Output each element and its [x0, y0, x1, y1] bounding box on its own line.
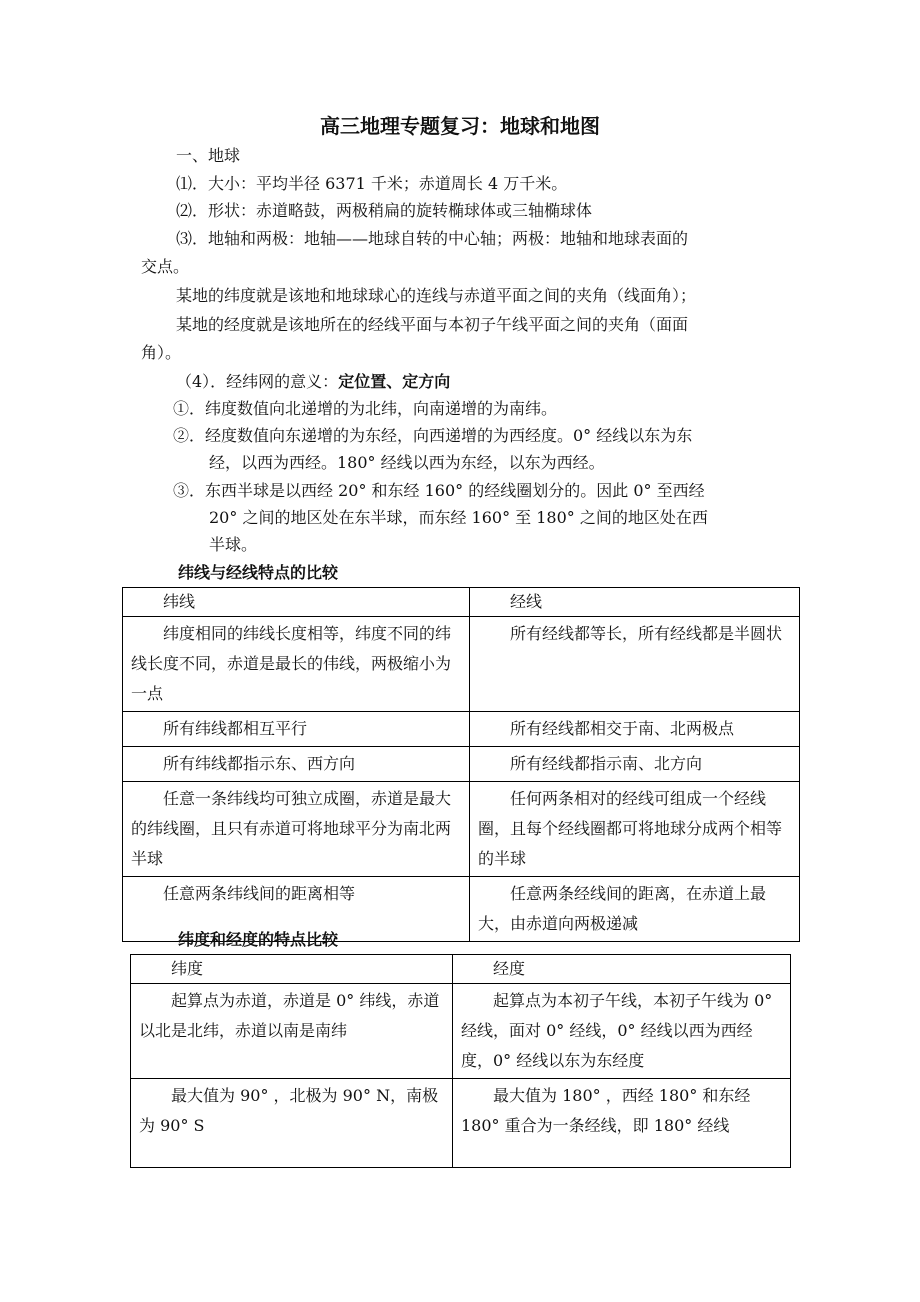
sub-point-1: ①．纬度数值向北递增的为北纬，向南递增的为南纬。	[173, 399, 558, 418]
sub-point-3-line1: ③．东西半球是以西经 20° 和东经 160° 的经线圈划分的。因此 0° 至西经	[173, 481, 705, 500]
table-cell: 所有经线都等长，所有经线都是半圆状	[470, 617, 800, 712]
latitude-definition: 某地的纬度就是该地和地球球心的连线与赤道平面之间的夹角（线面角）；	[176, 286, 697, 305]
section-heading: 一、地球	[176, 146, 241, 165]
item-size: ⑴．大小：平均半径 6371 千米；赤道周长 4 万千米。	[176, 174, 568, 193]
item-grid-bold: 定位置、定方向	[338, 372, 451, 391]
item-shape: ⑵．形状：赤道略鼓，两极稍扁的旋转椭球体或三轴椭球体	[176, 201, 593, 220]
item-axis-line1: ⑶．地轴和两极：地轴——地球自转的中心轴；两极：地轴和地球表面的	[176, 229, 689, 248]
table1-header-parallel: 纬线	[123, 588, 470, 617]
table1-header-meridian: 经线	[470, 588, 800, 617]
table-row	[123, 747, 800, 782]
parallel-meridian-table	[122, 587, 800, 942]
table2-title: 纬度和经度的特点比较	[178, 930, 339, 949]
table-cell: 纬度相同的纬线长度相等，纬度不同的纬线长度不同，赤道是最长的伟线，两极缩小为一点	[123, 617, 470, 712]
table-cell: 所有纬线都相互平行	[123, 712, 470, 747]
document-title: 高三地理专题复习：地球和地图	[320, 114, 600, 138]
item-grid-prefix: （4）．经纬网的意义：	[176, 372, 339, 391]
longitude-definition-line2: 角）。	[141, 343, 182, 362]
table-cell: 所有纬线都指示东、西方向	[123, 747, 470, 782]
table-row	[131, 1079, 791, 1168]
table-cell: 所有经线都相交于南、北两极点	[470, 712, 800, 747]
table-row	[123, 617, 800, 712]
table-cell: 最大值为 180° ，西经 180° 和东经 180° 重合为一条经线，即 180° 经线	[453, 1079, 791, 1168]
table-cell: 最大值为 90° ，北极为 90° N，南极为 90° S	[131, 1079, 453, 1168]
table-header-row	[131, 955, 791, 984]
item-grid-meaning	[176, 370, 450, 394]
table-cell: 任意两条经线间的距离，在赤道上最大，由赤道向两极递减	[470, 877, 800, 942]
table2-header-longitude: 经度	[453, 955, 791, 984]
table-row	[123, 782, 800, 877]
table-cell: 任意两条纬线间的距离相等	[123, 877, 470, 942]
table-cell: 任意一条纬线均可独立成圈，赤道是最大的纬线圈，且只有赤道可将地球平分为南北两半球	[123, 782, 470, 877]
table-row	[123, 712, 800, 747]
table-cell: 任何两条相对的经线可组成一个经线圈，且每个经线圈都可将地球分成两个相等的半球	[470, 782, 800, 877]
latitude-longitude-table	[130, 954, 791, 1168]
item-axis-line2: 交点。	[141, 257, 190, 276]
sub-point-3-line2: 20° 之间的地区处在东半球，而东经 160° 至 180° 之间的地区处在西	[209, 508, 708, 527]
sub-point-2-line1: ②．经度数值向东递增的为东经，向西递增的为西经度。0° 经线以东为东	[173, 426, 693, 445]
table-cell: 所有经线都指示南、北方向	[470, 747, 800, 782]
table-row	[131, 984, 791, 1079]
table-cell: 起算点为赤道，赤道是 0° 纬线，赤道以北是北纬，赤道以南是南纬	[131, 984, 453, 1079]
sub-point-2-line2: 经，以西为西经。180° 经线以西为东经，以东为西经。	[209, 453, 605, 472]
table-header-row	[123, 588, 800, 617]
longitude-definition-line1: 某地的经度就是该地所在的经线平面与本初子午线平面之间的夹角（面面	[176, 315, 689, 334]
table2-header-latitude: 纬度	[131, 955, 453, 984]
table1-title: 纬线与经线特点的比较	[178, 563, 339, 582]
table-cell: 起算点为本初子午线，本初子午线为 0° 经线，面对 0° 经线，0° 经线以西为西经度，0° 经线以东为东经度	[453, 984, 791, 1079]
sub-point-3-line3: 半球。	[209, 535, 258, 554]
